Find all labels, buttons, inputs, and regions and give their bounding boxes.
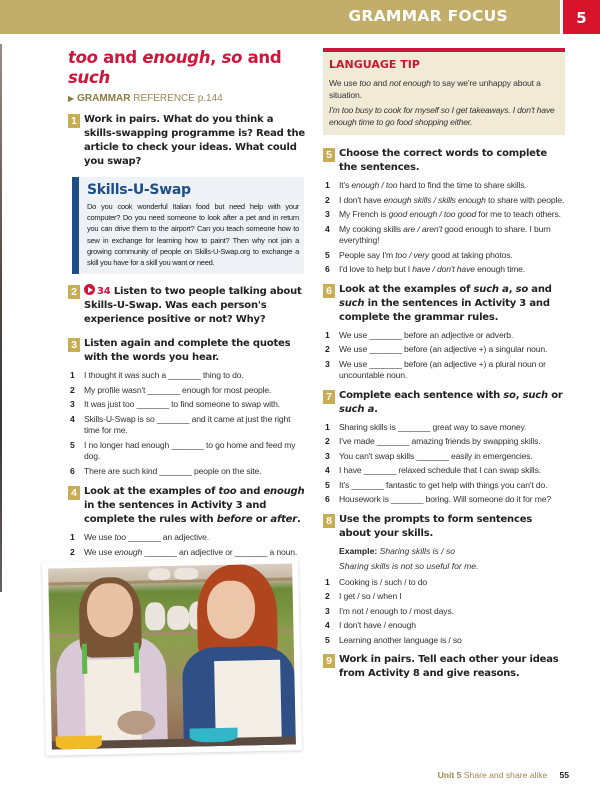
- grammar-reference-link[interactable]: [68, 92, 306, 105]
- activity-instruction: [339, 389, 565, 417]
- item-text: Skills-U-Swap is so _______ and it came at just the right time for me.: [84, 413, 291, 436]
- activity-number-badge: 1: [68, 114, 80, 128]
- item-number: 6: [70, 465, 75, 476]
- list-item: [68, 440, 306, 463]
- pottery-photo: [42, 557, 302, 755]
- item-number: 3: [325, 450, 330, 461]
- text-part: and: [528, 283, 552, 295]
- item-text: I no longer had enough _______ to go home and feed my dog.: [84, 439, 296, 462]
- item-number: 1: [325, 421, 330, 432]
- item-text: to share with people.: [485, 194, 565, 205]
- item-text: People say I'm: [339, 249, 396, 260]
- unit-tab: 5: [563, 0, 600, 34]
- item-text: Cooking is / such / to do: [339, 576, 427, 587]
- item-text: We use _______ before (an adjective +) a singular noun.: [339, 344, 548, 354]
- list-item: [323, 422, 565, 434]
- item-text: I get / so / when I: [339, 591, 402, 601]
- item-text: good enough to share. I burn everything!: [339, 223, 551, 245]
- text-part: and: [236, 486, 264, 498]
- activity-6: [323, 283, 565, 325]
- text-em: so: [503, 389, 516, 401]
- item-text: I'd love to help but I: [339, 264, 413, 274]
- item-number: 2: [325, 436, 330, 446]
- text-em: such: [339, 297, 365, 309]
- text-part: ,: [508, 283, 516, 295]
- item-text: I thought it was such a _______ thing to do.: [84, 370, 244, 381]
- activity-number-badge: 6: [323, 284, 335, 298]
- list-item: [323, 606, 565, 618]
- example-answer: Sharing skills is not so useful for me.: [339, 561, 479, 571]
- page-footer: [438, 770, 569, 780]
- item-text: It was just too _______ to find someone to swap with.: [84, 399, 281, 410]
- item-text: Learning another language is / so: [339, 634, 462, 645]
- text-part: and: [370, 78, 390, 88]
- item-number: 1: [325, 180, 330, 190]
- page-spine-edge: [0, 44, 2, 592]
- activity-2: [68, 284, 306, 327]
- yellow-bowl: [56, 735, 102, 749]
- list-item: [323, 264, 565, 276]
- section-header-band: [0, 0, 560, 34]
- activity-5-items: [323, 180, 565, 276]
- text-part: ,: [515, 389, 523, 401]
- activity-number-badge: 7: [323, 390, 335, 404]
- activity-instruction: Listen again and complete the quotes with the words you hear.: [84, 338, 291, 364]
- choice-options: good enough / too good: [388, 209, 477, 219]
- text-em: such a: [339, 403, 375, 415]
- activity-7-items: [323, 422, 565, 506]
- item-number: 4: [70, 413, 75, 424]
- apron-strap: [82, 644, 88, 674]
- item-number: 6: [325, 494, 330, 504]
- item-text: good at taking photos.: [429, 249, 513, 260]
- language-tip-title: LANGUAGE TIP: [329, 58, 420, 71]
- language-tip-box: [323, 48, 565, 135]
- item-text: I've made _______ amazing friends by swapping skills.: [339, 436, 541, 446]
- activity-4-items: [68, 532, 306, 558]
- item-number: 2: [70, 546, 75, 557]
- activity-instruction: Choose the correct words to complete the sentences.: [339, 148, 547, 173]
- footer-unit-label: Unit 5: [437, 770, 462, 780]
- activity-3-items: [68, 370, 306, 477]
- audio-play-icon[interactable]: [84, 284, 95, 295]
- blue-bowl: [190, 728, 238, 743]
- triangle-arrow-icon: ▶: [68, 94, 75, 103]
- item-text: My profile wasn't _______ enough for most people.: [84, 384, 272, 395]
- activity-instruction: Work in pairs. Tell each other your ideas from Activity 8 and give reasons.: [339, 654, 559, 679]
- item-number: 5: [325, 479, 330, 490]
- text-em: such a: [473, 283, 509, 295]
- apron-strap: [134, 643, 140, 673]
- list-item: [323, 451, 565, 463]
- activity-9: [323, 653, 565, 681]
- choice-options: enough skills / skills enough: [383, 194, 486, 205]
- activity-5: [323, 147, 565, 175]
- page-number: 55: [559, 770, 569, 780]
- list-item: [323, 344, 565, 356]
- item-number: 5: [325, 249, 330, 260]
- activity-number-badge: 9: [323, 654, 335, 668]
- item-text: I don't have: [339, 194, 384, 205]
- list-item: [68, 370, 306, 382]
- activity-instruction: [339, 283, 565, 325]
- item-number: 4: [325, 620, 330, 630]
- item-text: We use _______ before an adjective or adverb.: [339, 329, 514, 340]
- item-text: You can't swap skills _______ easily in emergencies.: [339, 450, 533, 461]
- item-number: 3: [325, 605, 330, 616]
- item-text: I don't have / enough: [339, 620, 416, 630]
- item-number: 4: [325, 223, 330, 234]
- title-word-too: too: [68, 48, 98, 67]
- choice-options: enough / too: [351, 180, 398, 190]
- list-item: [323, 330, 565, 342]
- list-item: [68, 385, 306, 397]
- text-part: Look at the examples of: [84, 486, 219, 498]
- activity-number-badge: 3: [68, 338, 80, 352]
- activity-4: [68, 485, 306, 527]
- item-text: for me to teach others.: [476, 209, 561, 219]
- left-column: [68, 48, 306, 561]
- photo-image: [48, 563, 296, 749]
- item-number: 2: [70, 384, 75, 395]
- item-number: 1: [325, 576, 330, 587]
- activity-number-badge: 8: [323, 514, 335, 528]
- item-number: 1: [70, 370, 75, 381]
- text-part: in the sentences in Activity 3 and complete the rules with: [84, 500, 267, 526]
- title-connector: and: [242, 48, 282, 67]
- text-em: such: [522, 389, 548, 401]
- text-part: to say we're unhappy about a situation.: [329, 78, 541, 100]
- example-label: Example:: [339, 545, 378, 556]
- activity-number-badge: 4: [68, 486, 80, 500]
- text-part: We use: [329, 78, 360, 88]
- grammar-reference-page: REFERENCE p.144: [133, 93, 223, 104]
- activity-6-items: [323, 330, 565, 382]
- list-item: [323, 250, 565, 262]
- text-part: .: [374, 403, 378, 415]
- list-item: [68, 399, 306, 411]
- item-text: My French is: [339, 209, 389, 219]
- item-number: 5: [325, 634, 330, 645]
- item-number: 2: [325, 194, 330, 205]
- title-word-so: so: [221, 48, 243, 67]
- list-item: [323, 635, 565, 647]
- activity-number-badge: 2: [68, 285, 80, 299]
- language-tip-body: [329, 77, 559, 101]
- item-text: We use _______ before (an adjective +) a plural noun or uncountable noun.: [339, 358, 546, 380]
- item-number: 4: [325, 465, 330, 475]
- list-item: [323, 180, 565, 192]
- item-number: 3: [325, 358, 330, 369]
- title-word-such: such: [68, 68, 110, 87]
- item-text: Sharing skills is _______ great way to save money.: [339, 421, 527, 432]
- list-item: [68, 547, 306, 559]
- activity-number-badge: 5: [323, 148, 335, 162]
- item-text: Housework is _______ boring. Will someone do it for me?: [339, 494, 551, 504]
- item-text: We use: [84, 532, 115, 543]
- example-prompt: [323, 546, 565, 558]
- title-connector: and: [97, 48, 143, 67]
- list-item: [323, 465, 565, 477]
- activity-8-items: [323, 577, 565, 647]
- list-item: [323, 577, 565, 589]
- title-word-enough: enough: [142, 48, 211, 67]
- footer-unit-title: Share and share alike: [463, 770, 548, 780]
- item-text: It's: [339, 180, 352, 190]
- list-item: [323, 195, 565, 207]
- text-em: not enough: [389, 78, 431, 88]
- text-part: in the sentences in Activity 3 and complete the grammar rules.: [339, 297, 550, 323]
- lesson-title: [68, 48, 306, 88]
- text-em: too: [218, 486, 237, 498]
- choice-options: too / very: [395, 249, 430, 260]
- item-number: 1: [70, 532, 75, 543]
- list-item: [323, 209, 565, 221]
- activity-instruction: [84, 284, 306, 327]
- text-part: or: [547, 389, 563, 401]
- article-title: Skills-U-Swap: [87, 182, 191, 198]
- item-text: hard to find the time to share skills.: [397, 180, 527, 190]
- language-tip-example: I'm too busy to cook for myself so I get takeaways. I don't have enough time to go food shopping either.: [329, 105, 555, 127]
- footer-unit: [438, 770, 548, 780]
- audio-track-number: 34: [97, 286, 111, 298]
- item-text: _______ an adjective or _______ a noun.: [142, 546, 298, 557]
- list-item: [323, 359, 565, 382]
- item-em: enough: [114, 546, 143, 557]
- example-prompt-text: Sharing skills is / so: [379, 545, 456, 556]
- text-part: or: [252, 514, 271, 526]
- text-part: .: [296, 514, 301, 526]
- item-text: It's _______ fantastic to get help with things you can't do.: [339, 479, 548, 490]
- activity-8: [323, 513, 565, 541]
- text-part: Complete each sentence with: [339, 389, 504, 401]
- activity-instruction: Work in pairs. What do you think a skills-swapping programme is? Read the article to check your ideas. What could you swap?: [84, 114, 305, 167]
- grammar-reference-bold: GRAMMAR: [77, 93, 131, 104]
- item-number: 1: [325, 329, 330, 340]
- item-text: I'm not / enough to / most days.: [339, 605, 454, 616]
- person-right: [176, 563, 296, 749]
- article-body: Do you cook wonderful Italian food but need help with your computer? Do you need someone to look after a pet and in return you can drive them to the airport? Can you teach someone how to sew in exchange for learning how to paint? Then why not join a growing community of people on Skills-U-Swap.org to exchange a skill you have for a skill you want or need.: [87, 202, 299, 268]
- list-item: [323, 480, 565, 492]
- list-item: [323, 591, 565, 603]
- text-em: too: [359, 78, 371, 88]
- skills-u-swap-article: [72, 177, 304, 274]
- item-number: 3: [325, 209, 330, 219]
- item-text: I have _______ relaxed schedule that I can swap skills.: [339, 465, 541, 475]
- activity-instruction: Use the prompts to form sentences about your skills.: [339, 513, 533, 539]
- title-comma: ,: [210, 48, 222, 67]
- item-text: _______ an adjective.: [125, 532, 210, 543]
- choice-options: have / don't have: [412, 264, 475, 274]
- activity-7: [323, 389, 565, 417]
- text-em: so: [515, 283, 529, 295]
- item-number: 6: [325, 264, 330, 274]
- item-text: enough time.: [474, 264, 525, 274]
- section-title: GRAMMAR FOCUS: [348, 7, 508, 25]
- item-number: 3: [70, 399, 75, 410]
- right-column: [323, 48, 565, 681]
- item-text: There are such kind _______ people on the site.: [84, 465, 262, 476]
- item-text: My cooking skills: [339, 223, 404, 234]
- list-item: [323, 494, 565, 506]
- text-em: enough: [263, 486, 305, 498]
- list-item: [323, 224, 565, 247]
- activity-text: Listen to two people talking about Skills-U-Swap. Was each person's experience positive or not? Why?: [84, 286, 302, 326]
- item-text: We use: [84, 546, 115, 557]
- list-item: [68, 532, 306, 544]
- item-number: 2: [325, 591, 330, 601]
- item-em: too: [114, 532, 126, 543]
- activity-3: [68, 337, 306, 365]
- text-em: after: [270, 514, 297, 526]
- item-number: 2: [325, 344, 330, 354]
- choice-options: are / aren't: [403, 223, 443, 234]
- list-item: [323, 620, 565, 632]
- list-item: [68, 466, 306, 478]
- text-part: Look at the examples of: [339, 283, 474, 295]
- text-em: before: [216, 514, 253, 526]
- activity-1: [68, 113, 306, 169]
- list-item: [68, 414, 306, 437]
- activity-instruction: [84, 485, 306, 527]
- list-item: [323, 436, 565, 448]
- item-number: 5: [70, 439, 75, 450]
